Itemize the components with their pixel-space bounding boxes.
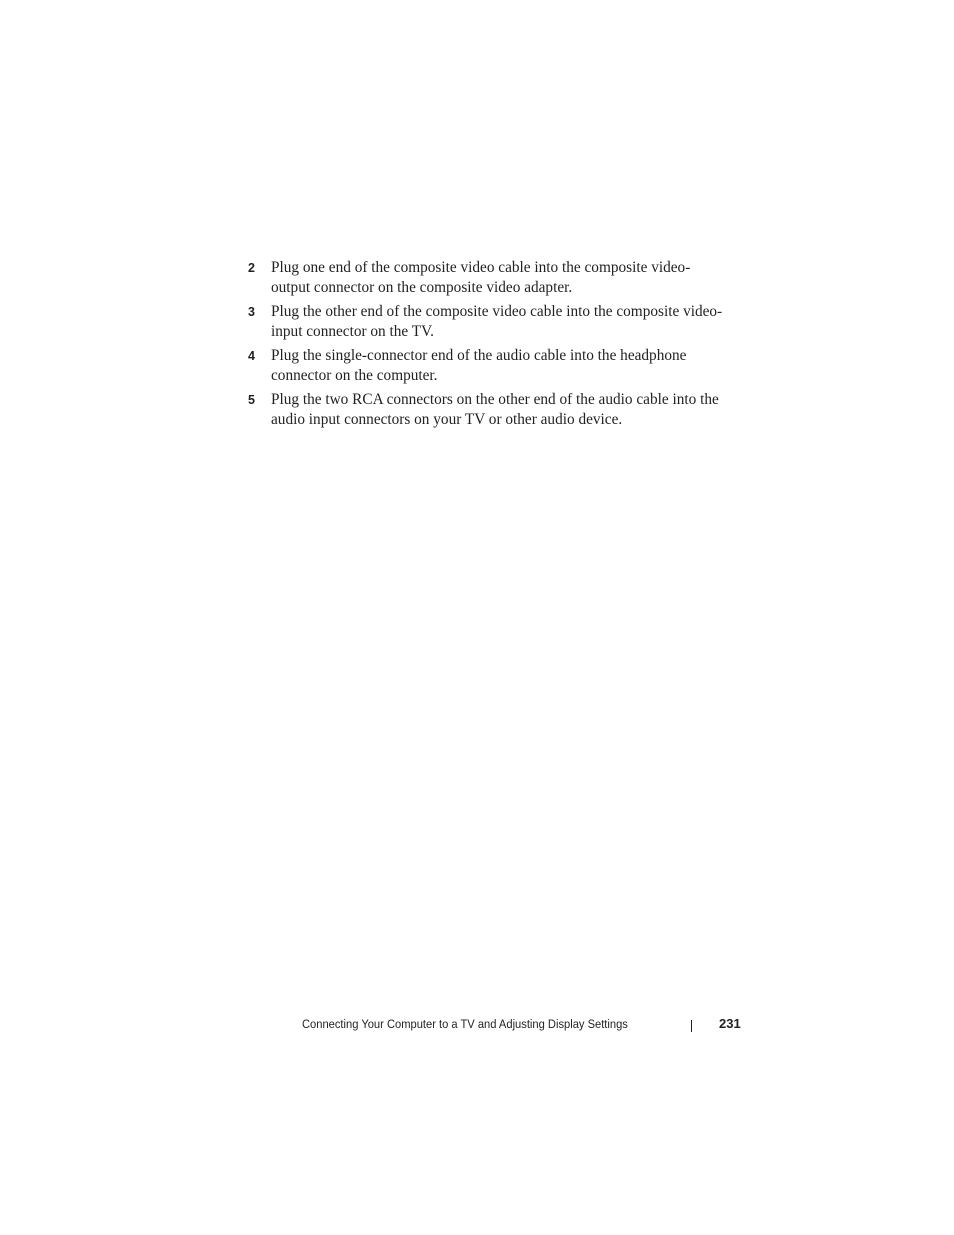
- step-item: [248, 258, 748, 297]
- footer-divider: [691, 1020, 692, 1032]
- step-text-line: Plug the single-connector end of the audio cable into the headphone: [271, 347, 687, 364]
- page-number: 231: [719, 1016, 741, 1031]
- step-item: [248, 390, 748, 429]
- step-text: [271, 346, 748, 385]
- step-text-line: connector on the computer.: [271, 366, 438, 384]
- step-text-line: Plug the other end of the composite video cable into the composite video-: [271, 303, 723, 320]
- step-text-line: output connector on the composite video adapter.: [271, 278, 573, 296]
- step-number: 4: [248, 349, 255, 363]
- step-number: 5: [248, 393, 255, 407]
- step-text-line: input connector on the TV.: [271, 322, 434, 340]
- step-text-line: audio input connectors on your TV or other audio device.: [271, 410, 623, 428]
- step-text: [271, 302, 748, 341]
- step-text: [271, 390, 748, 429]
- step-item: [248, 302, 748, 341]
- step-text: [271, 258, 748, 297]
- step-number: 3: [248, 305, 255, 319]
- step-text-line: Plug the two RCA connectors on the other end of the audio cable into the: [271, 391, 719, 408]
- step-text-line: Plug one end of the composite video cable into the composite video-: [271, 259, 691, 276]
- step-number: 2: [248, 261, 255, 275]
- instruction-steps: [248, 258, 748, 434]
- step-item: [248, 346, 748, 385]
- footer-chapter-title: Connecting Your Computer to a TV and Adjusting Display Settings: [302, 1017, 628, 1031]
- page-footer: [302, 1014, 742, 1034]
